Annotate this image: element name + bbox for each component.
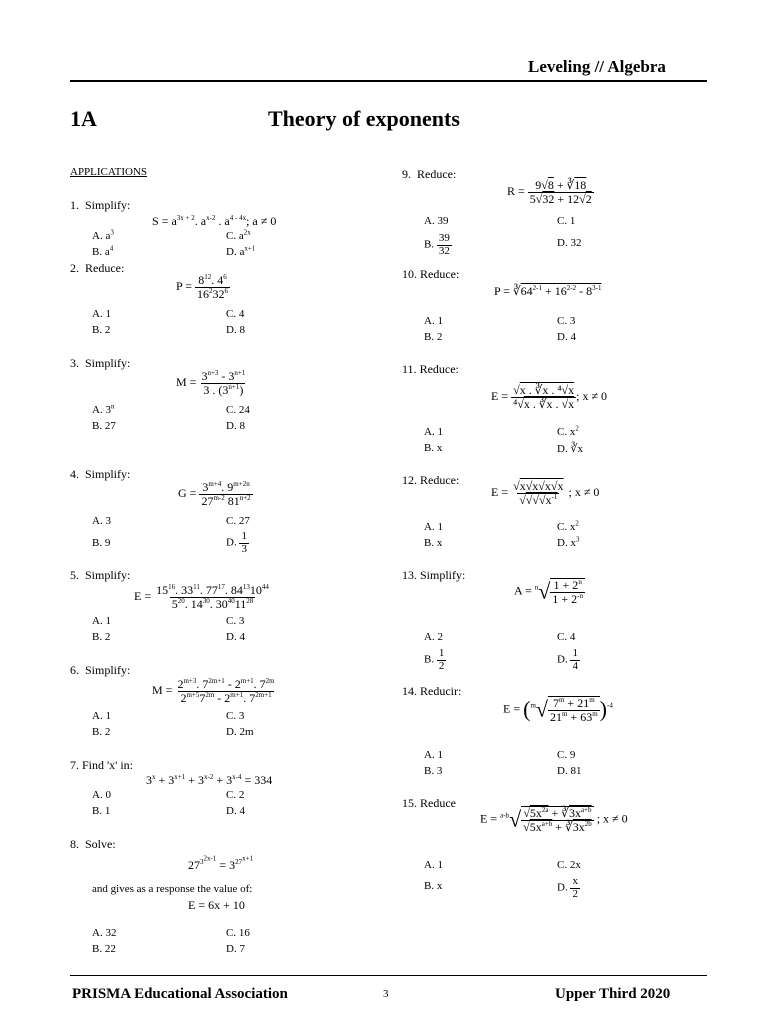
- problem-number: 14.: [402, 684, 417, 698]
- option-b[interactable]: B. 22: [92, 943, 116, 955]
- option-a[interactable]: A. 1: [424, 426, 443, 438]
- option-a[interactable]: A. 1: [424, 315, 443, 327]
- problem-formula: E = $\frac{√x√x√x√x}{√√√√x^{-1}}$ ; x ≠ 0: [491, 479, 600, 507]
- option-d[interactable]: D. $\frac{1}{4}$: [557, 647, 578, 672]
- option-b[interactable]: B. 9: [92, 537, 111, 549]
- problem-number: 6.: [70, 663, 79, 677]
- problem-extra-formula: E = 6x + 10: [188, 898, 245, 912]
- option-d[interactable]: D. 4: [226, 805, 245, 817]
- problem-formula: E = $^{a-b}$√ $\frac{√5x^{2a} + ∛3x^{a+b}}{√5x^{a+b} + ∛3x^{2b}}$ ; x ≠ 0: [480, 806, 628, 834]
- problem-prompt: Simplify:: [85, 356, 131, 370]
- problem-number: 13.: [402, 568, 417, 582]
- option-d[interactable]: D. $\frac{1}{3}$: [226, 530, 247, 555]
- option-a[interactable]: A. 1: [92, 710, 111, 722]
- option-a[interactable]: A. 2: [424, 631, 443, 643]
- option-a[interactable]: A. 0: [92, 789, 111, 801]
- problem-formula: M = $\frac{3^{n+3} - 3^{n+1}}{3 . (3^{n+1})}$: [176, 369, 246, 397]
- option-a[interactable]: A. 1: [92, 308, 111, 320]
- footer-right: Upper Third 2020: [555, 986, 671, 1002]
- problem-prompt: Find 'x' in:: [82, 758, 133, 772]
- problem-formula: E = ($^m$√ $\frac{7^m + 21^m}{21^m + 63^m}$ )$^{-4}$: [503, 696, 613, 724]
- option-d[interactable]: D. 8: [226, 420, 245, 432]
- option-b[interactable]: B. 2: [424, 331, 443, 343]
- option-d[interactable]: D. 32: [557, 237, 582, 249]
- option-c[interactable]: C. $x^2$: [557, 424, 579, 438]
- problem-prompt: Simplify:: [85, 663, 131, 677]
- option-d[interactable]: D. 2m: [226, 726, 254, 738]
- option-c[interactable]: C. 9: [557, 749, 576, 761]
- option-b[interactable]: B. $a^4$: [92, 244, 114, 258]
- footer-rule: [70, 975, 707, 976]
- problem-formula: $S = a^{3x + 2}$. $a^{x-2}$ . $a^{4 - 4x}$; a ≠ 0: [152, 214, 277, 228]
- option-c[interactable]: C. 3: [557, 315, 576, 327]
- option-a[interactable]: A. 1: [424, 521, 443, 533]
- problem-number: 15.: [402, 796, 417, 810]
- problem-prompt: Reduce:: [85, 261, 125, 275]
- option-c[interactable]: C. $a^{2x}$: [226, 228, 251, 242]
- option-a[interactable]: A. 32: [92, 927, 117, 939]
- problem-formula: G = $\frac{3^{m+4}. 9^{m+2n}}{27^{m-2} 81^{n+2}}$: [178, 480, 251, 508]
- option-c[interactable]: C. 16: [226, 927, 250, 939]
- problem-number: 9.: [402, 167, 411, 181]
- problem-number: 8.: [70, 837, 79, 851]
- header-rule: [70, 80, 707, 82]
- option-b[interactable]: B. 1: [92, 805, 111, 817]
- option-d[interactable]: D. $a^{x+1}$: [226, 244, 256, 258]
- problem-prompt: Solve:: [85, 837, 116, 851]
- option-c[interactable]: C. 2: [226, 789, 245, 801]
- problem-prompt: Simplify:: [85, 568, 131, 582]
- option-c[interactable]: C. 24: [226, 404, 250, 416]
- option-c[interactable]: C. 3: [226, 710, 245, 722]
- problem-number: 5.: [70, 568, 79, 582]
- problem-formula: M = $\frac{2^{m+3}. 7^{2m+1} - 2^{m+1}. 7^{2m}}{2^{m+5}7^{2m} - 2^{m+1}. 7^{2m+1}}$: [152, 677, 275, 705]
- problem-formula: P = $\frac{8^{12}. 4^6}{16^232^6}$: [176, 273, 228, 301]
- option-c[interactable]: C. 2x: [557, 859, 581, 871]
- option-a[interactable]: A. 3$^n$: [92, 402, 115, 416]
- option-b[interactable]: B. 27: [92, 420, 116, 432]
- problem-prompt: Reduce: [420, 796, 456, 810]
- option-a[interactable]: A. 39: [424, 215, 449, 227]
- problem-number: 12.: [402, 473, 417, 487]
- problem-formula: E = $\frac{\text{√x . ∛x . ⁴√x}}{\text{⁴√x . ∛x . √x}}$ ; x ≠ 0: [491, 383, 608, 411]
- option-c[interactable]: C. 1: [557, 215, 576, 227]
- problem-prompt: Reduce:: [417, 167, 457, 181]
- option-a[interactable]: A. 1: [92, 615, 111, 627]
- problem-formula: R = $\frac{9√8 + ∛18}{5√32 + 12√2}$: [507, 178, 592, 206]
- problem-prompt: Reducir:: [420, 684, 462, 698]
- option-b[interactable]: B. 2: [92, 726, 111, 738]
- problem-prompt: Simplify:: [85, 467, 131, 481]
- header-title: Leveling // Algebra: [528, 57, 666, 76]
- option-d[interactable]: D. $\frac{x}{2}$: [557, 875, 578, 900]
- option-d[interactable]: D. $x^3$: [557, 535, 580, 549]
- option-b[interactable]: B. 2: [92, 324, 111, 336]
- problem-number: 2.: [70, 261, 79, 275]
- option-b[interactable]: B. 3: [424, 765, 443, 777]
- problem-prompt: Simplify:: [420, 568, 466, 582]
- option-c[interactable]: C. 4: [226, 308, 245, 320]
- section-code: 1A: [70, 106, 97, 131]
- option-d[interactable]: D. 4: [226, 631, 245, 643]
- option-d[interactable]: D. 8: [226, 324, 245, 336]
- problem-number: 4.: [70, 467, 79, 481]
- section-title: Theory of exponents: [268, 106, 460, 131]
- option-c[interactable]: C. $x^2$: [557, 519, 579, 533]
- problem-formula: E = $\frac{15^{16}. 33^{11}. 77^{17}. 84^{13}10^{44}}{5^{20}. 14^{30}. 30^{40}11^{28}}$: [134, 583, 269, 611]
- option-c[interactable]: C. 27: [226, 515, 250, 527]
- option-d[interactable]: D. 81: [557, 765, 582, 777]
- problem-prompt: Reduce:: [420, 267, 460, 281]
- option-a[interactable]: A. $a^3$: [92, 228, 114, 242]
- problem-number: 7.: [70, 758, 79, 772]
- footer-left: PRISMA Educational Association: [72, 986, 288, 1002]
- page-number: 3: [383, 988, 389, 1000]
- problem-number: 3.: [70, 356, 79, 370]
- option-a[interactable]: A. 3: [92, 515, 111, 527]
- problem-formula: $3^x + 3^{x+1} + 3^{x-2} + 3^{x-4} = 334$: [146, 773, 273, 787]
- option-a[interactable]: A. 1: [424, 749, 443, 761]
- option-b[interactable]: B. x: [424, 442, 443, 454]
- problem-formula: $P = ∛64^{2-1} + 16^{2-2} - 8^{3-1}$: [494, 284, 602, 298]
- problem-number: 1.: [70, 198, 79, 212]
- option-d[interactable]: D. ∛x: [557, 443, 583, 455]
- section-subtitle: APPLICATIONS: [70, 166, 148, 178]
- problem-number: 11.: [402, 362, 417, 376]
- option-b[interactable]: B. x: [424, 537, 443, 549]
- option-c[interactable]: C. 3: [226, 615, 245, 627]
- problem-prompt: Reduce:: [420, 473, 460, 487]
- problem-prompt: Reduce:: [419, 362, 459, 376]
- option-b[interactable]: B. $\frac{39}{32}$: [424, 232, 450, 257]
- option-c[interactable]: C. 4: [557, 631, 576, 643]
- option-b[interactable]: B. x: [424, 880, 443, 892]
- problem-formula: $27^{3^{2x-1}} = 3^{27^{x+1}}$: [188, 854, 254, 872]
- option-d[interactable]: D. 7: [226, 943, 245, 955]
- option-b[interactable]: B. $\frac{1}{2}$: [424, 647, 445, 672]
- problem-prompt: Simplify:: [85, 198, 131, 212]
- problem-formula: A = $^n$√ $\frac{1 + 2^n}{1 + 2^{-n}}$: [514, 578, 583, 606]
- option-b[interactable]: B. 2: [92, 631, 111, 643]
- problem-number: 10.: [402, 267, 417, 281]
- option-d[interactable]: D. 4: [557, 331, 576, 343]
- problem-extra: and gives as a response the value of:: [92, 883, 253, 895]
- option-a[interactable]: A. 1: [424, 859, 443, 871]
